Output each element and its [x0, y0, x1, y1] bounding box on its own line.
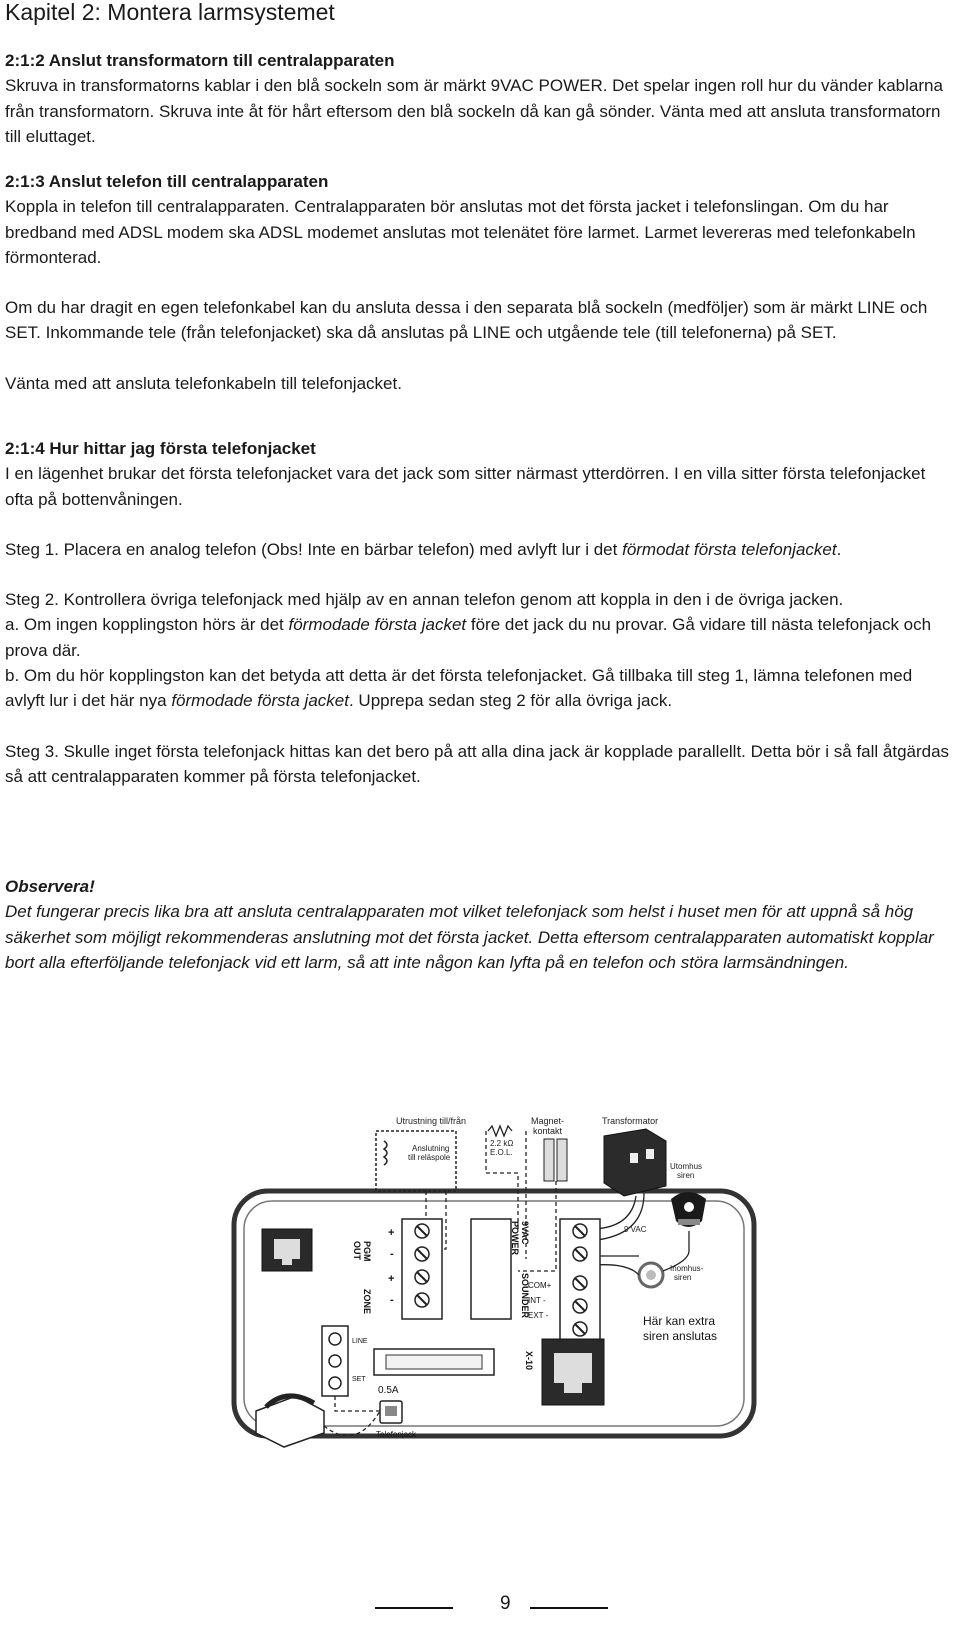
label-9vac: 9 VAC [624, 1225, 647, 1234]
section-heading: 2:1:4 Hur hittar jag första telefonjacket [5, 439, 316, 458]
page-number: 9 [500, 1593, 511, 1614]
label-9vac-power-2: POWER [510, 1221, 520, 1256]
footer-rule-right [530, 1607, 608, 1609]
observera-note [5, 874, 950, 975]
page-title: Kapitel 2: Montera larmsystemet [5, 0, 335, 25]
coil-icon [384, 1141, 387, 1165]
magnet-contact-icon [544, 1139, 554, 1181]
section-forsta-telefonjacket [5, 436, 950, 789]
label-9vac-power-1: 9VAC [520, 1221, 530, 1245]
label-x10: X-10 [524, 1351, 534, 1371]
page-footer [0, 1590, 960, 1620]
label-sounder: SOUNDER [520, 1273, 530, 1319]
paragraph: Skruva in transformatorns kablar i den blå sockeln som är märkt 9VAC POWER. Det spelar ingen roll hur du vänder kablarna från transformatorn. Skruva inte åt för hårt eftersom den blå sockeln då kan gå sönder. Vänta med att ansluta transformatorn till eluttaget. [5, 76, 943, 146]
steg-2a: a. Om ingen kopplingston hörs är det förmodade första jacket före det jack du nu provar. Gå vidare till nästa telefonjack och prova där. [5, 615, 932, 660]
paragraph: I en lägenhet brukar det första telefonjacket vara det jack som sitter närmast ytterdörren. I en villa sitter första telefonjacket ofta på bottenvåningen. [5, 464, 926, 509]
plus-sign: + [388, 1227, 395, 1239]
label-ext: EXT - [528, 1311, 549, 1320]
label-resistor-1: 2.2 kΩ [490, 1139, 514, 1148]
label-fuse: 0.5A [378, 1385, 399, 1396]
label-pgm: PGM [362, 1241, 372, 1262]
label-extra-siren-2: siren anslutas [643, 1329, 718, 1343]
steg-1: Steg 1. Placera en analog telefon (Obs! Inte en bärbar telefon) med avlyft lur i det förmodat första telefonjacket. [5, 539, 842, 559]
footer-rule-left [375, 1607, 453, 1609]
resistor-icon [488, 1126, 512, 1136]
label-magnetkontakt-2: kontakt [533, 1126, 563, 1136]
label-resistor-2: E.O.L. [490, 1148, 513, 1157]
label-extra-siren-1: Här kan extra [643, 1314, 716, 1328]
label-magnetkontakt-1: Magnet- [531, 1116, 565, 1126]
paragraph: Om du har dragit en egen telefonkabel kan du ansluta dessa i den separata blå sockeln (medföljer) som är märkt LINE och SET. Inkommande tele (från telefonjacket) ska då anslutas på LINE och utgående tele (till telefonerna) på SET. [5, 298, 928, 343]
label-utomhussiren-2: siren [677, 1171, 695, 1180]
label-out: OUT [352, 1241, 362, 1260]
plus-sign: + [388, 1273, 395, 1285]
wiring-diagram [226, 1111, 786, 1481]
steg-3: Steg 3. Skulle inget första telefonjack hittas kan det bero på att alla dina jack är kopplade parallellt. Detta bör i så fall åtgärdas så att centralapparaten kommer på första telefonjacket. [5, 741, 950, 786]
label-inomhussiren-2: siren [674, 1273, 692, 1282]
label-utomhussiren-1: Utomhus [670, 1162, 703, 1171]
label-telefonjack: Telefonjack [376, 1430, 417, 1439]
label-set: SET [352, 1376, 366, 1383]
section-heading: 2:1:3 Anslut telefon till centralapparaten [5, 172, 329, 191]
minus-sign: - [390, 1294, 394, 1306]
label-inomhussiren-1: Inomhus- [670, 1264, 704, 1273]
section-telefon [5, 169, 950, 396]
minus-sign: - [390, 1248, 394, 1260]
paragraph: Koppla in telefon till centralapparaten. Centralapparaten bör anslutas mot det första jacket i telefonslingan. Om du har bredband med ADSL modem ska ADSL modemet anslutas mot telenätet före larmet. Larmet levereras med telefonkabeln förmonterad. [5, 197, 916, 267]
label-transformator: Transformator [602, 1116, 659, 1126]
label-com: COM+ [528, 1281, 552, 1290]
paragraph: Vänta med att ansluta telefonkabeln till telefonjacket. [5, 373, 402, 393]
terminal-block-middle [471, 1219, 511, 1319]
label-utrustning: Utrustning till/från [396, 1116, 467, 1126]
steg-2b: b. Om du hör kopplingston kan det betyda att detta är det första telefonjacket. Gå tillbaka till steg 1, lämna telefonen med avlyft lur i det här nya förmodade första jacket. Upprepa sedan steg 2 för alla övriga jack. [5, 666, 913, 711]
steg-2: Steg 2. Kontrollera övriga telefonjack med hjälp av en annan telefon genom att koppla in den i de övriga jacken. [5, 590, 844, 610]
label-int: INT - [528, 1296, 546, 1305]
label-zone: ZONE [362, 1289, 372, 1315]
observera-heading: Observera! [5, 877, 95, 896]
label-line: LINE [352, 1338, 368, 1345]
section-heading: 2:1:2 Anslut transformatorn till centralapparaten [5, 51, 395, 70]
label-anslutning-2: till reläspole [408, 1153, 451, 1162]
observera-text: Det fungerar precis lika bra att ansluta centralapparaten mot vilket telefonjack som helst i huset men för att uppnå så hög säkerhet som möjligt rekommenderas anslutning mot det första jacket. Detta eftersom centralapparaten automatiskt kopplar bort alla efterföljande telefonjack vid ett larm, så att inte någon kan lyfta på en telefon och störa larmsändningen. [5, 902, 934, 972]
label-anslutning-1: Anslutning [412, 1144, 450, 1153]
section-transformator [5, 48, 950, 149]
